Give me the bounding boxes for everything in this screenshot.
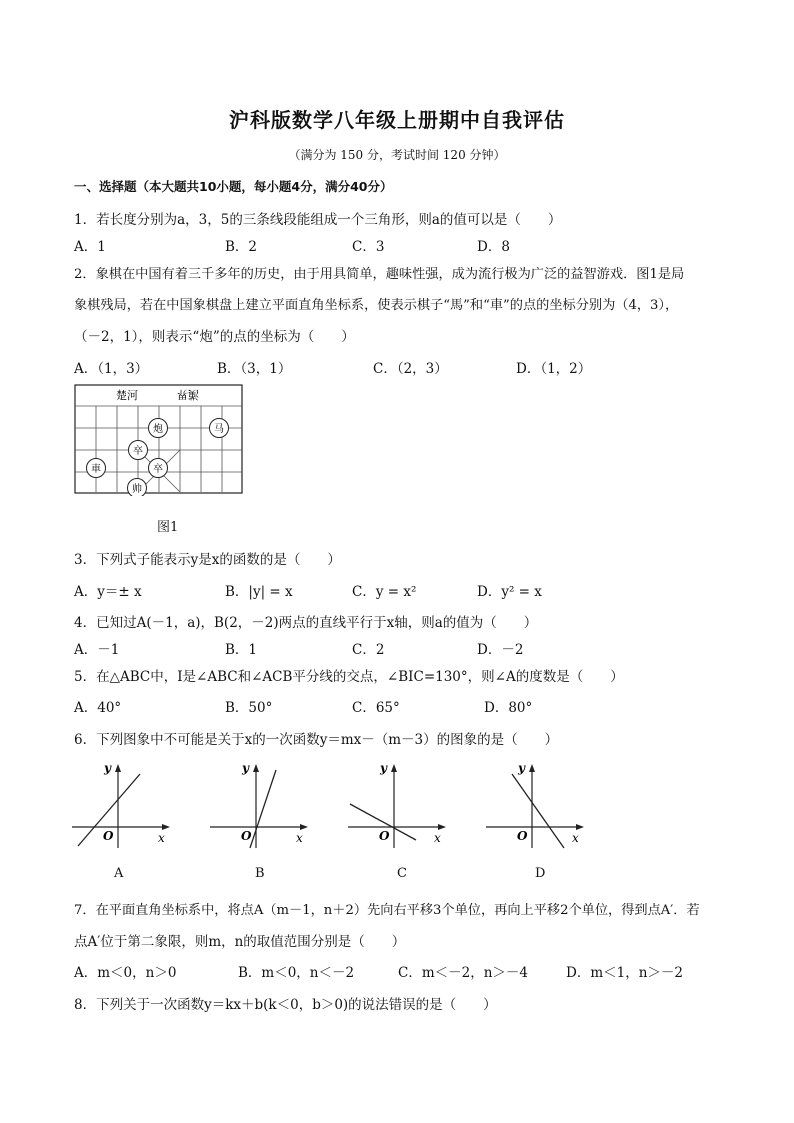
question-2-line-1: 2．象棋在中国有着三千多年的历史，由于用具简单，趣味性强，成为流行极为广泛的益智游戏．图1是局 — [74, 267, 685, 282]
chess-piece-shuai — [128, 479, 147, 497]
q2-option-d: D．（1，2） — [516, 361, 592, 377]
svg-text:O: O — [379, 829, 390, 843]
q1-option-b: B．2 — [225, 239, 258, 255]
graph-c — [346, 760, 456, 850]
graph-b-label: B — [255, 866, 265, 881]
chess-piece-zu-1 — [129, 441, 148, 460]
graph-d-label: D — [535, 866, 546, 881]
graph-a-label: A — [114, 866, 124, 881]
svg-text:y: y — [380, 761, 387, 775]
svg-text:O: O — [241, 829, 252, 843]
q5-option-b: B．50° — [225, 700, 273, 716]
svg-text:y: y — [242, 761, 249, 775]
q2-option-c: C．（2，3） — [373, 361, 448, 377]
q4-option-c: C．2 — [352, 642, 385, 658]
svg-text:x: x — [158, 831, 165, 845]
svg-text:O: O — [103, 829, 114, 843]
svg-text:卒: 卒 — [153, 464, 163, 475]
question-2-line-2: 象棋残局，若在中国象棋盘上建立平面直角坐标系，使表示棋子“馬”和“車”的点的坐标分别为（4，3）， — [74, 298, 679, 313]
q7-option-c: C．m＜－2，n＞－4 — [398, 965, 529, 981]
q5-option-c: C．65° — [352, 700, 400, 716]
q5-option-d: D．80° — [484, 700, 533, 716]
question-2-line-3: （－2，1），则表示“炮”的点的坐标为（ ） — [74, 329, 355, 345]
chess-piece-ju — [87, 459, 106, 478]
q3-option-a: A．y＝± x — [74, 584, 142, 600]
question-1-stem: 1．若长度分别为a，3，5的三条线段能组成一个三角形，则a的值可以是（ ） — [74, 212, 562, 228]
question-4-stem: 4．已知过A(－1，a)，B(2，－2)两点的直线平行于x轴，则a的值为（ ） — [74, 615, 538, 631]
exam-info: （满分为 150 分，考试时间 120 分钟） — [288, 148, 506, 162]
q4-option-b: B．1 — [225, 642, 258, 658]
question-5-stem: 5．在△ABC中，I是∠ABC和∠ACB平分线的交点，∠BIC=130°，则∠A的度数是（ ） — [74, 669, 624, 685]
q1-option-a: A．1 — [74, 239, 106, 255]
q3-option-d: D．y² = x — [477, 584, 542, 600]
svg-text:y: y — [104, 761, 111, 775]
section-heading: 一、选择题（本大题共10小题，每小题4分，满分40分） — [74, 179, 393, 194]
graph-b — [208, 760, 318, 850]
svg-text:車: 車 — [91, 464, 101, 475]
q1-option-d: D．8 — [477, 239, 510, 255]
q3-option-b: B．|y| = x — [225, 584, 293, 600]
figure-1-caption: 图1 — [157, 520, 179, 535]
question-7-line-1: 7．在平面直角坐标系中，将点A（m－1，n＋2）先向右平移3个单位，再向上平移2个单位，得到点A′．若 — [74, 903, 700, 918]
q7-option-d: D．m＜1，n＞－2 — [566, 965, 683, 981]
q5-option-a: A．40° — [74, 700, 122, 716]
river-left-label: 楚河 — [116, 389, 138, 402]
svg-text:卒: 卒 — [133, 446, 143, 457]
svg-text:x: x — [296, 831, 303, 845]
page-title: 沪科版数学八年级上册期中自我评估 — [229, 108, 565, 132]
chess-board-figure — [74, 384, 244, 496]
q2-option-a: A．（1，3） — [74, 361, 149, 377]
svg-text:O: O — [517, 829, 528, 843]
question-8-stem: 8．下列关于一次函数y＝kx＋b(k＜0，b＞0)的说法错误的是（ ） — [74, 997, 497, 1013]
svg-text:炮: 炮 — [153, 424, 163, 435]
svg-text:y: y — [518, 761, 525, 775]
question-6-stem: 6．下列图象中不可能是关于x的一次函数y＝mx－（m－3）的图象的是（ ） — [74, 732, 559, 748]
svg-text:马: 马 — [214, 424, 224, 435]
q7-option-b: B．m＜0，n＜－2 — [238, 965, 355, 981]
svg-text:x: x — [572, 831, 579, 845]
graph-c-label: C — [397, 866, 407, 881]
graph-a — [70, 760, 180, 850]
q4-option-a: A．－1 — [74, 642, 120, 658]
svg-text:x: x — [434, 831, 441, 845]
river-right-label: 漢界 — [177, 388, 199, 401]
question-7-line-2: 点A′位于第二象限，则m，n的取值范围分别是（ ） — [74, 934, 406, 950]
q1-option-c: C．3 — [352, 239, 385, 255]
q3-option-c: C．y = x² — [352, 584, 417, 600]
chess-piece-pao — [149, 419, 168, 438]
q7-option-a: A．m＜0，n＞0 — [74, 965, 177, 981]
question-3-stem: 3．下列式子能表示y是x的函数的是（ ） — [74, 552, 341, 568]
graph-d — [484, 760, 594, 850]
q4-option-d: D．－2 — [477, 642, 524, 658]
q2-option-b: B．（3，1） — [217, 361, 292, 377]
chess-piece-ma — [210, 419, 229, 438]
chess-piece-zu-2 — [149, 459, 168, 478]
svg-text:帅: 帅 — [132, 484, 142, 495]
